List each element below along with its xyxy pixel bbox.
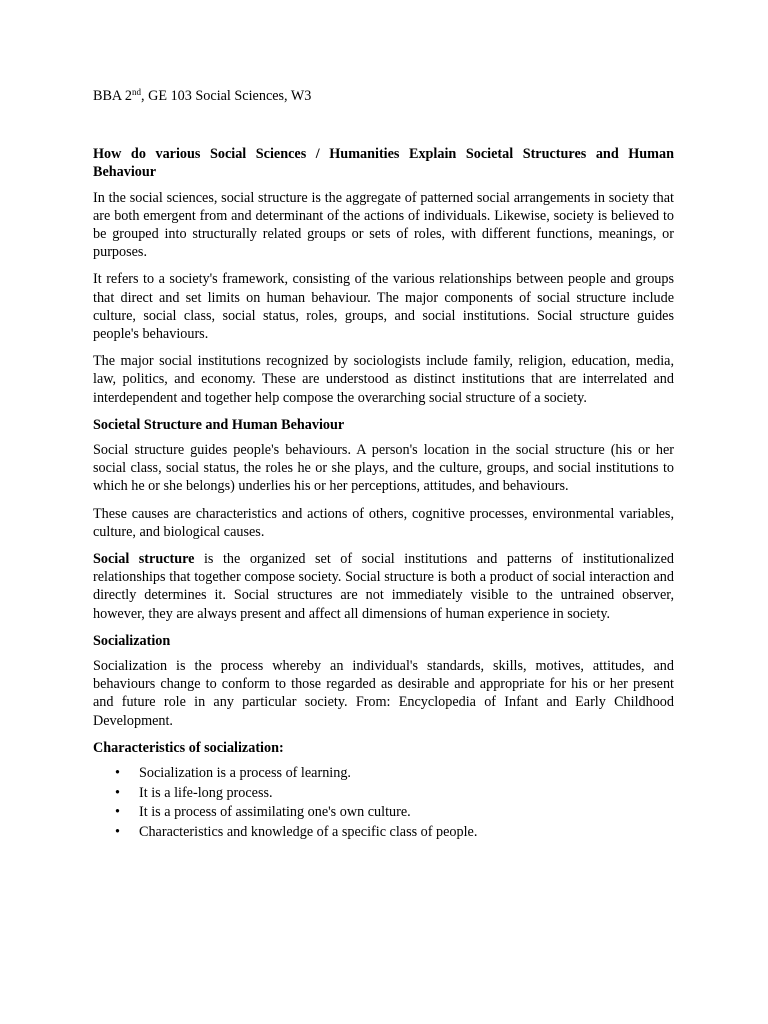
list-item-text: It is a life-long process.: [139, 784, 273, 801]
bullet-icon: •: [115, 765, 120, 782]
list-item-text: Characteristics and knowledge of a specific class of people.: [139, 823, 478, 840]
societal-paragraph-3: [93, 550, 674, 623]
characteristics-heading: Characteristics of socialization:: [93, 739, 284, 756]
course-header-suffix: , GE 103 Social Sciences, W3: [141, 88, 312, 104]
list-item: [93, 764, 674, 784]
list-item-text: Socialization is a process of learning.: [139, 765, 351, 782]
societal-paragraph-1: Social structure guides people's behaviours. A person's location in the social structure (his or her social class, social status, the roles he or she plays, and the culture, groups, and social institutions to which he or she belongs) underlies his or her perceptions, attitudes, and behaviours.: [93, 442, 674, 495]
list-item: [93, 823, 674, 843]
societal-structure-heading: Societal Structure and Human Behaviour: [93, 416, 345, 433]
list-item: [93, 803, 674, 823]
intro-paragraph-3: The major social institutions recognized by sociologists include family, religion, education, media, law, politics, and economy. These are understood as distinct institutions that are interrelated and interdependent and together help compose the overarching social structure of a society.: [93, 353, 674, 406]
socialization-heading: Socialization: [93, 632, 171, 649]
main-heading: How do various Social Sciences / Humanities Explain Societal Structures and Human Behaviour: [93, 146, 674, 181]
social-structure-definition: is the organized set of social institutions and patterns of institutionalized relationships that together compose society. Social structure is both a product of social interaction and directly determines it. Social structures are not immediately visible to the untrained observer, however, they are always present and affect all dimensions of human experience in society.: [93, 551, 674, 622]
societal-paragraph-2: These causes are characteristics and actions of others, cognitive processes, environmental variables, culture, and biological causes.: [93, 505, 674, 540]
bullet-icon: •: [115, 784, 120, 801]
intro-paragraph-1: In the social sciences, social structure is the aggregate of patterned social arrangements in society that are both emergent from and determinant of the actions of individuals. Likewise, society is believed to be grouped into structurally related groups or sets of roles, with different functions, meanings, or purposes.: [93, 189, 674, 261]
list-item-text: It is a process of assimilating one's own culture.: [139, 804, 411, 821]
social-structure-term: Social structure: [93, 551, 195, 568]
bullet-icon: •: [115, 823, 120, 840]
course-header-superscript: nd: [132, 87, 142, 97]
list-item: [93, 784, 674, 804]
socialization-paragraph: Socialization is the process whereby an individual's standards, skills, motives, attitudes, and behaviours change to conform to those regarded as desirable and appropriate for his or her present and future role in any particular society. From: Encyclopedia of Infant and Early Childhood Development.: [93, 658, 674, 729]
intro-paragraph-2: It refers to a society's framework, consisting of the various relationships between people and groups that direct and set limits on human behaviour. The major components of social structure include culture, social class, social status, roles, groups, and social institutions. Social structure guides people's behaviours.: [93, 271, 674, 343]
characteristics-list: [93, 764, 674, 842]
course-header: [93, 87, 674, 105]
course-header-prefix: BBA 2: [93, 88, 133, 104]
document-page: [93, 87, 674, 842]
bullet-icon: •: [115, 804, 120, 821]
